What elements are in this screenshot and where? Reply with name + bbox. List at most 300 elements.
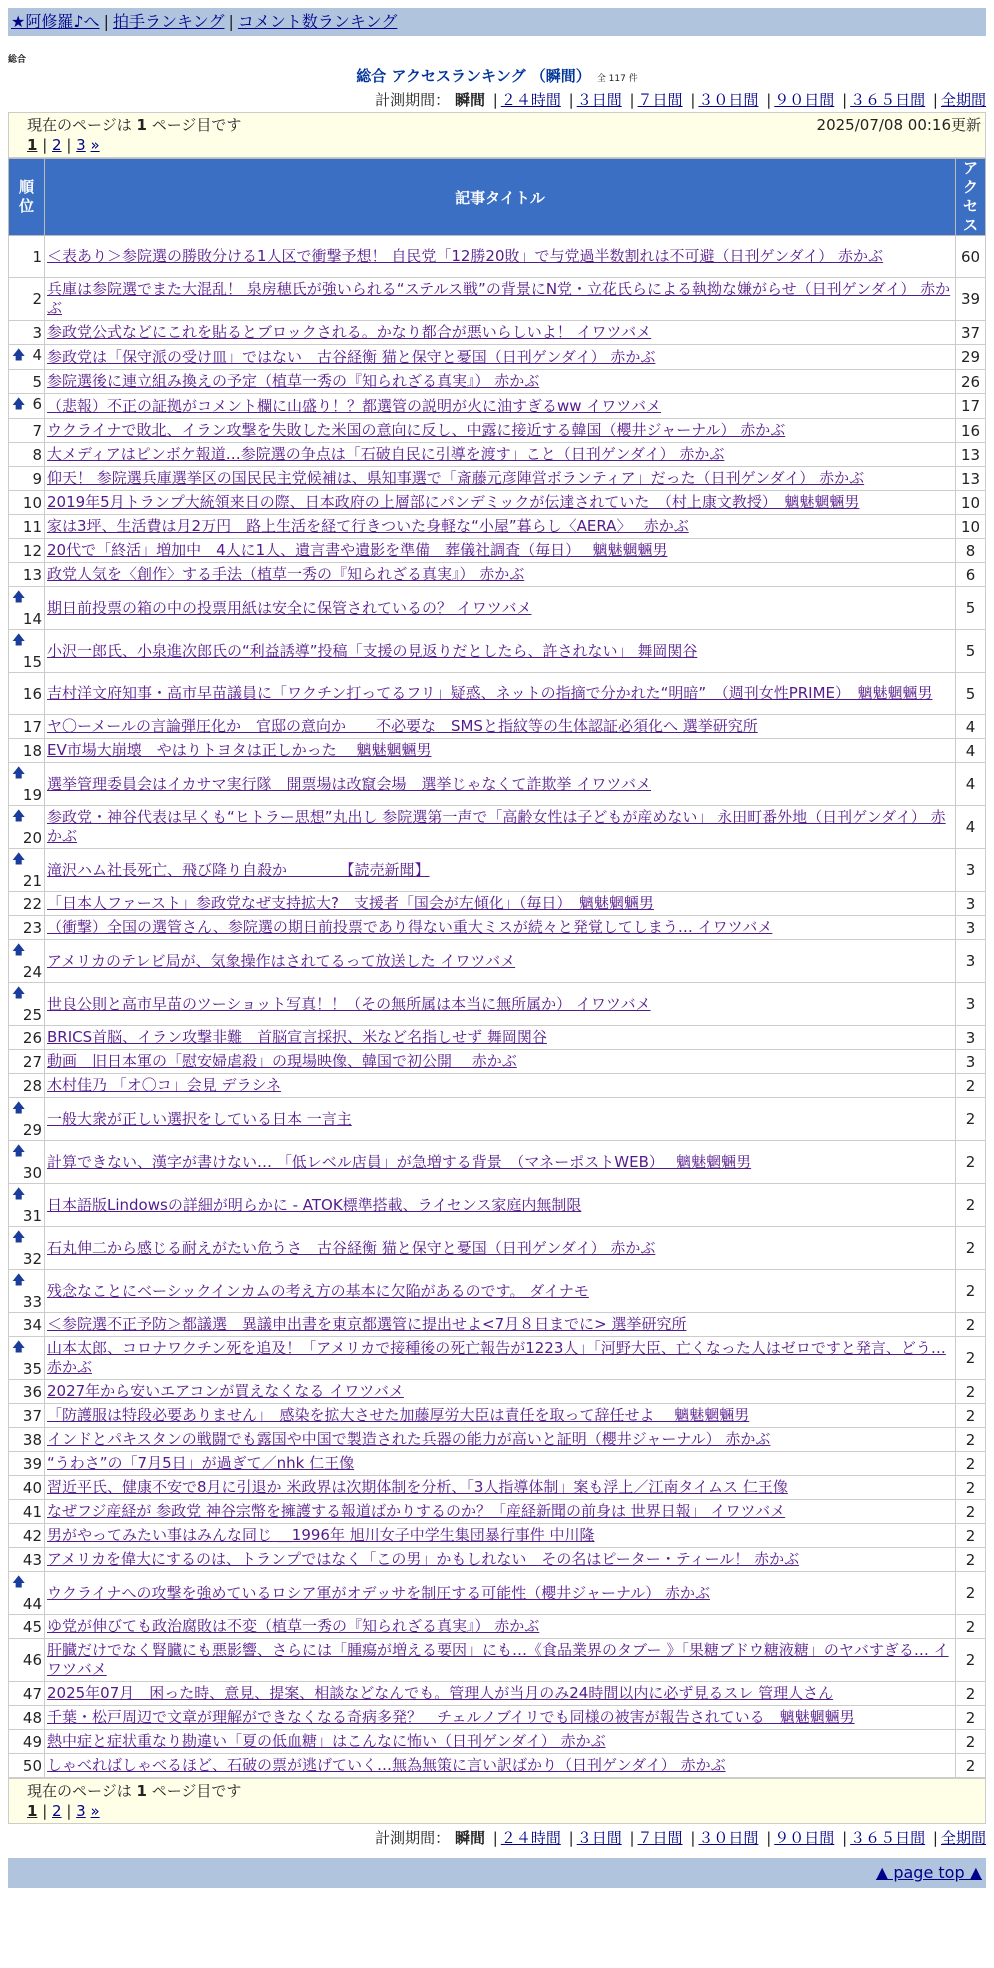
title-cell	[45, 1706, 956, 1730]
header-access: アクセス	[956, 159, 986, 236]
rank-number: 44	[22, 1595, 42, 1613]
rank-number: 46	[22, 1651, 42, 1669]
access-count: 2	[956, 1476, 986, 1500]
updated-time: 2025/07/08 00:16更新	[816, 116, 981, 134]
table-row	[9, 1524, 986, 1548]
table-row	[9, 1639, 986, 1682]
rank-number: 32	[22, 1250, 42, 1268]
access-count: 3	[956, 940, 986, 983]
rank-cell	[9, 1615, 45, 1639]
title-cell	[45, 563, 956, 587]
rank-cell	[9, 715, 45, 739]
pager-bottom: 現在のページは 1 ページ目です 1 | 2 | 3 »	[8, 1778, 986, 1824]
access-count: 4	[956, 806, 986, 849]
period-link-3d-bottom[interactable]: ３日間	[576, 1829, 622, 1847]
rank-number: 49	[22, 1732, 42, 1751]
rank-cell	[9, 467, 45, 491]
access-count: 37	[956, 321, 986, 345]
article-link[interactable]: ウクライナへの攻撃を強めているロシア軍がオデッサを制圧する可能性（櫻井ジャーナル） 赤かぶ	[47, 1583, 710, 1602]
article-link[interactable]: “うわさ”の「7月5日」が過ぎて／nhk 仁王像	[47, 1454, 355, 1472]
article-link[interactable]: 残念なことにベーシックインカムの考え方の基本に欠陥があるのです。 ダイナモ	[47, 1281, 589, 1300]
current-page-info-bottom: 現在のページは 1 ページ目です	[27, 1782, 242, 1800]
rank-cell	[9, 539, 45, 563]
access-count: 2	[956, 1337, 986, 1380]
up-arrow-icon: 🡅	[12, 633, 26, 648]
rank-cell	[9, 321, 45, 345]
table-row	[9, 1548, 986, 1572]
clap-ranking-link[interactable]: 拍手ランキング	[112, 12, 225, 31]
rank-cell	[9, 673, 45, 715]
period-link-90d[interactable]: ９０日間	[774, 91, 835, 109]
table-row	[9, 1754, 986, 1778]
rank-cell	[9, 443, 45, 467]
access-count: 2	[956, 1524, 986, 1548]
access-count: 3	[956, 892, 986, 916]
article-link[interactable]: アメリカを偉大にするのは、トランプではなく「この男」かもしれない その名はピーター・ティール！ 赤かぶ	[47, 1550, 800, 1568]
title-cell	[45, 849, 956, 892]
rank-number: 43	[22, 1550, 42, 1569]
rank-cell	[9, 1380, 45, 1404]
up-arrow-icon: 🡅	[12, 766, 26, 781]
article-link[interactable]: 参政党は「保守派の受け皿」ではない 古谷経衡 猫と保守と憂国（日刊ゲンダイ） 赤かぶ	[47, 347, 656, 366]
rank-number: 30	[22, 1164, 42, 1182]
article-link[interactable]: 家は3坪、生活費は月2万円 路上生活を経て行きついた身軽な“小屋”暮らし〈AERA〉 赤かぶ	[47, 517, 689, 535]
header-title: 記事タイトル	[45, 159, 956, 236]
rank-number: 31	[22, 1207, 42, 1225]
period-link-24h-bottom[interactable]: ２４時間	[500, 1829, 561, 1847]
access-count: 2	[956, 1184, 986, 1227]
rank-cell	[9, 1074, 45, 1098]
access-count: 4	[956, 739, 986, 763]
current-page-info: 現在のページは 1 ページ目です	[27, 116, 242, 134]
table-row	[9, 1682, 986, 1706]
access-count: 5	[956, 587, 986, 630]
rank-number: 23	[22, 918, 42, 937]
table-row	[9, 1313, 986, 1337]
table-row	[9, 1428, 986, 1452]
rank-cell	[9, 1548, 45, 1572]
period-link-all-bottom[interactable]: 全期間	[940, 1829, 986, 1847]
article-link[interactable]: 2027年から安いエアコンが買えなくなる イワツバメ	[47, 1382, 404, 1400]
access-count: 13	[956, 467, 986, 491]
access-count: 6	[956, 563, 986, 587]
access-count: 3	[956, 1050, 986, 1074]
page-2-link-bottom[interactable]: 2	[52, 1802, 62, 1820]
title-cell	[45, 630, 956, 673]
rank-number: 18	[22, 741, 42, 760]
table-row	[9, 1270, 986, 1313]
comment-ranking-link[interactable]: コメント数ランキング	[237, 12, 398, 31]
title-cell	[45, 892, 956, 916]
title-cell	[45, 1141, 956, 1184]
article-link[interactable]: ゆ党が伸びても政治腐敗は不変（植草一秀の『知られざる真実』） 赤かぶ	[47, 1617, 540, 1635]
article-link[interactable]: 20代で「終活」増加中 4人に1人、遺言書や遺影を準備 葬儀社調査（毎日） 魑魅魍魎男	[47, 541, 668, 559]
title-cell	[45, 419, 956, 443]
page-1-current-bottom: 1	[27, 1802, 38, 1820]
table-row	[9, 419, 986, 443]
rank-number: 34	[22, 1315, 42, 1334]
access-count: 17	[956, 394, 986, 419]
table-row	[9, 1452, 986, 1476]
period-link-365d[interactable]: ３６５日間	[850, 91, 926, 109]
article-link[interactable]: 千葉・松戸周辺で文章が理解ができなくなる奇病多発？ チェルノブイリでも同様の被害が報告されている 魑魅魍魎男	[47, 1708, 855, 1726]
article-link[interactable]: 世良公則と高市早苗のツーショット写真！！（その無所属は本当に無所属か） イワツバメ	[47, 994, 651, 1013]
article-link[interactable]: 吉村洋文府知事・高市早苗議員に「ワクチン打ってるフリ」疑惑、ネットの指摘で分かれた“明暗” （週刊女性PRIME） 魑魅魍魎男	[47, 684, 933, 702]
table-row	[9, 916, 986, 940]
rank-cell	[9, 419, 45, 443]
rank-number: 47	[22, 1684, 42, 1703]
up-arrow-icon: 🡅	[12, 1273, 26, 1288]
rank-number: 37	[22, 1406, 42, 1425]
rank-number: 24	[22, 963, 42, 981]
table-row	[9, 763, 986, 806]
title-cell	[45, 443, 956, 467]
rank-cell	[9, 916, 45, 940]
title-cell	[45, 1098, 956, 1141]
rank-number: 5	[32, 372, 42, 391]
title-cell	[45, 587, 956, 630]
rank-cell	[9, 1098, 45, 1141]
article-link[interactable]: 木村佳乃 「オ〇コ」会見 デラシネ	[47, 1076, 282, 1094]
article-link[interactable]: 選挙管理委員会はイカサマ実行隊 開票場は改竄会場 選挙じゃなくて詐欺挙 イワツバメ	[47, 774, 652, 793]
article-link[interactable]: 仰天！ 参院選兵庫選挙区の国民民主党候補は、県知事選で「斎藤元彦陣営ボランティア」だった（日刊ゲンダイ） 赤かぶ	[47, 469, 865, 487]
rank-cell	[9, 1452, 45, 1476]
rank-cell	[9, 515, 45, 539]
period-link-7d[interactable]: ７日間	[637, 91, 683, 109]
title-cell	[45, 1476, 956, 1500]
title-cell	[45, 1500, 956, 1524]
rank-number: 17	[22, 717, 42, 736]
rank-cell	[9, 763, 45, 806]
title-cell	[45, 467, 956, 491]
rank-cell	[9, 1754, 45, 1778]
pager-top: 現在のページは 1 ページ目です 2025/07/08 00:16更新 1 | 2 | 3 »	[8, 112, 986, 158]
title-cell	[45, 940, 956, 983]
rank-cell	[9, 587, 45, 630]
article-link[interactable]: 参院選後に連立組み換えの予定（植草一秀の『知られざる真実』） 赤かぶ	[47, 372, 540, 390]
rank-cell	[9, 345, 45, 370]
page-top-link[interactable]: ▲ page top ▲	[875, 1863, 982, 1882]
up-arrow-icon: 🡅	[12, 1575, 26, 1590]
up-arrow-icon: 🡅	[12, 943, 26, 958]
rank-number: 6	[32, 395, 42, 413]
ranking-title-text: 総合 アクセスランキング （瞬間）	[356, 67, 591, 85]
top-nav	[8, 8, 986, 36]
rank-number: 35	[22, 1360, 42, 1378]
period-link-24h[interactable]: ２４時間	[500, 91, 561, 109]
table-row	[9, 278, 986, 321]
rank-cell	[9, 1730, 45, 1754]
rank-cell	[9, 563, 45, 587]
rank-number: 7	[32, 421, 42, 440]
title-cell	[45, 1074, 956, 1098]
header-rank: 順位	[9, 159, 45, 236]
table-row	[9, 1615, 986, 1639]
title-cell	[45, 1754, 956, 1778]
title-cell	[45, 1639, 956, 1682]
article-link[interactable]: 石丸伸二から感じる耐えがたい危うさ 古谷経衡 猫と保守と憂国（日刊ゲンダイ） 赤かぶ	[47, 1238, 656, 1257]
rank-cell	[9, 1270, 45, 1313]
table-row	[9, 630, 986, 673]
rank-number: 20	[22, 829, 42, 847]
title-cell	[45, 321, 956, 345]
article-link[interactable]: ＜表あり＞参院選の勝敗分ける1人区で衝撃予想！ 自民党「12勝20敗」で与党過半数割れは不可避（日刊ゲンダイ） 赤かぶ	[47, 247, 884, 265]
up-arrow-icon: 🡅	[12, 1144, 26, 1159]
article-link[interactable]: 一般大衆が正しい選択をしている日本 一言主	[47, 1109, 352, 1128]
access-count: 2	[956, 1615, 986, 1639]
table-row	[9, 1141, 986, 1184]
rank-number: 12	[22, 541, 42, 560]
rank-cell	[9, 630, 45, 673]
access-count: 2	[956, 1404, 986, 1428]
ranking-title	[8, 66, 986, 86]
nav-separator: |	[228, 12, 234, 31]
title-cell	[45, 1572, 956, 1615]
article-link[interactable]: ＜参院選不正予防＞都議選 異議申出書を東京都選管に提出せよ<7月８日までに> 選挙研究所	[47, 1315, 687, 1333]
rank-cell	[9, 278, 45, 321]
title-cell	[45, 1184, 956, 1227]
article-link[interactable]: 兵庫は参院選でまた大混乱！ 泉房穂氏が強いられる“ステルス戦”の背景にN党・立花氏らによる執拗な嫌がらせ（日刊ゲンダイ） 赤かぶ	[47, 280, 951, 317]
title-cell	[45, 345, 956, 370]
period-link-all[interactable]: 全期間	[940, 91, 986, 109]
access-count: 29	[956, 345, 986, 370]
title-cell	[45, 515, 956, 539]
rank-number: 50	[22, 1756, 42, 1775]
article-link[interactable]: 男がやってみたい事はみんな同じ ＿1996年 旭川女子中学生集団暴行事件 中川隆	[47, 1526, 595, 1544]
rank-cell	[9, 739, 45, 763]
rank-number: 21	[22, 872, 42, 890]
home-link[interactable]: ★阿修羅♪へ	[11, 12, 100, 31]
rank-cell	[9, 1500, 45, 1524]
rank-cell	[9, 1184, 45, 1227]
rank-cell	[9, 1572, 45, 1615]
access-count: 2	[956, 1227, 986, 1270]
title-cell	[45, 370, 956, 394]
title-cell	[45, 1615, 956, 1639]
access-count: 26	[956, 370, 986, 394]
period-selector-bottom: 計測期間： 瞬間 | ２４時間 | ３日間 | ７日間 | ３０日間 | ９０日間 | ３６５日間 | 全期間	[375, 1829, 986, 1847]
table-row	[9, 1184, 986, 1227]
access-count: 2	[956, 1452, 986, 1476]
period-selector-top: 計測期間： 瞬間 | ２４時間 | ３日間 | ７日間 | ３０日間 | ９０日間 | ３６５日間 | 全期間	[375, 91, 986, 109]
table-row	[9, 467, 986, 491]
nav-separator: |	[103, 12, 109, 31]
access-count: 2	[956, 1500, 986, 1524]
article-link[interactable]: なぜフジ産経が 参政党 神谷宗幣を擁護する報道ばかりするのか？「産経新聞の前身は 世界日報」 イワツバメ	[47, 1502, 786, 1520]
access-count: 2	[956, 1313, 986, 1337]
article-link[interactable]: 肝臓だけでなく腎臓にも悪影響、さらには「腫瘍が増える要因」にも…《食品業界のタブー 》「果糖ブドウ糖液糖」のヤバすぎる… イワツバメ	[47, 1641, 949, 1678]
rank-cell	[9, 1313, 45, 1337]
title-cell	[45, 1404, 956, 1428]
rank-number: 9	[32, 469, 42, 488]
table-row	[9, 1404, 986, 1428]
table-row	[9, 491, 986, 515]
rank-number: 40	[22, 1478, 42, 1497]
page-3-link[interactable]: 3	[76, 136, 86, 154]
title-cell	[45, 1227, 956, 1270]
article-link[interactable]: 政党人気を〈創作〉する手法（植草一秀の『知られざる真実』） 赤かぶ	[47, 565, 525, 583]
table-row	[9, 1476, 986, 1500]
title-cell	[45, 715, 956, 739]
article-link[interactable]: 熱中症と症状重なり勘違い「夏の低血糖」はこんなに怖い（日刊ゲンダイ） 赤かぶ	[47, 1732, 606, 1750]
access-count: 5	[956, 673, 986, 715]
rank-cell	[9, 940, 45, 983]
rank-number: 39	[22, 1454, 42, 1473]
article-link[interactable]: 「日本人ファースト」参政党なぜ支持拡大? 支援者「国会が左傾化」（毎日） 魑魅魍魎男	[47, 894, 654, 912]
period-link-3d[interactable]: ３日間	[576, 91, 622, 109]
table-row	[9, 539, 986, 563]
access-count: 2	[956, 1141, 986, 1184]
table-row	[9, 587, 986, 630]
ranking-rows	[9, 236, 986, 1778]
table-row	[9, 563, 986, 587]
access-count: 2	[956, 1074, 986, 1098]
rank-cell	[9, 1639, 45, 1682]
title-cell	[45, 673, 956, 715]
article-link[interactable]: （悲報）不正の証拠がコメント欄に山盛り！？都選管の説明が火に油すぎるww イワツバメ	[47, 396, 662, 415]
up-arrow-icon: 🡅	[12, 1187, 26, 1202]
title-cell	[45, 1452, 956, 1476]
article-link[interactable]: ウクライナで敗北、イラン攻撃を失敗した米国の意向に反し、中露に接近する韓国（櫻井ジャーナル） 赤かぶ	[47, 421, 786, 439]
access-count: 2	[956, 1730, 986, 1754]
next-page-link-bottom[interactable]: »	[90, 1802, 100, 1820]
access-count: 2	[956, 1270, 986, 1313]
rank-number: 33	[22, 1293, 42, 1311]
article-link[interactable]: ヤ〇ーメールの言論弾圧化か 官邸の意向か 不必要な SMSと指紋等の生体認証必須化へ 選挙研究所	[47, 717, 758, 735]
rank-number: 16	[22, 684, 42, 703]
category-label: 総合	[8, 55, 27, 65]
rank-cell	[9, 892, 45, 916]
rank-number: 41	[22, 1502, 42, 1521]
rank-number: 15	[22, 653, 42, 671]
rank-number: 19	[22, 786, 42, 804]
article-link[interactable]: EV市場大崩壊 やはりトヨタは正しかった 魑魅魍魎男	[47, 741, 432, 759]
up-arrow-icon: 🡅	[12, 1230, 26, 1245]
title-cell	[45, 539, 956, 563]
rank-number: 38	[22, 1430, 42, 1449]
period-link-30d[interactable]: ３０日間	[698, 91, 759, 109]
article-link[interactable]: 期日前投票の箱の中の投票用紙は安全に保管されているの？ イワツバメ	[47, 598, 532, 617]
rank-number: 1	[32, 247, 42, 266]
article-link[interactable]: 参政党・神谷代表は早くも“ヒトラー思想”丸出し 参院選第一声で「高齢女性は子どもが産めない」 永田町番外地（日刊ゲンダイ） 赤かぶ	[47, 808, 946, 845]
rank-cell	[9, 491, 45, 515]
article-link[interactable]: 参政党公式などにこれを貼るとブロックされる。かなり都合が悪いらしいよ！ イワツバメ	[47, 323, 652, 341]
rank-number: 48	[22, 1708, 42, 1727]
page-2-link[interactable]: 2	[52, 136, 62, 154]
rank-number: 2	[32, 290, 42, 308]
access-count: 2	[956, 1098, 986, 1141]
article-link[interactable]: 2019年5月トランプ大統領来日の際、日本政府の上層部にパンデミックが伝達されていた （村上康文教授） 魑魅魍魎男	[47, 493, 860, 511]
rank-cell	[9, 1026, 45, 1050]
access-count: 2	[956, 1639, 986, 1682]
access-count: 13	[956, 443, 986, 467]
rank-number: 26	[22, 1028, 42, 1047]
access-count: 3	[956, 849, 986, 892]
table-row	[9, 1050, 986, 1074]
period-link-365d-bottom[interactable]: ３６５日間	[850, 1829, 926, 1847]
access-count: 8	[956, 539, 986, 563]
up-arrow-icon: 🡅	[12, 1340, 26, 1355]
rank-number: 36	[22, 1382, 42, 1401]
rank-cell	[9, 236, 45, 278]
article-link[interactable]: 小沢一郎氏、小泉進次郎氏の“利益誘導”投稿「支援の見返りだとしたら、許されない」 舞岡関谷	[47, 641, 698, 660]
rank-number: 28	[22, 1076, 42, 1095]
article-link[interactable]: 習近平氏、健康不安で8月に引退か 米政界は次期体制を分析、「3人指導体制」案も浮上／江南タイムス 仁王像	[47, 1478, 788, 1496]
item-count: 全 117 件	[596, 74, 638, 84]
rank-number: 45	[22, 1617, 42, 1636]
rank-cell	[9, 1682, 45, 1706]
title-cell	[45, 983, 956, 1026]
article-link[interactable]: 動画 旧日本軍の「慰安婦虐殺」の現場映像、韓国で初公開 赤かぶ	[47, 1052, 517, 1070]
page-3-link-bottom[interactable]: 3	[76, 1802, 86, 1820]
rank-number: 3	[32, 323, 42, 342]
article-link[interactable]: 「防護服は特段必要ありません」 感染を拡大させた加藤厚労大臣は責任を取って辞任せよ 魑魅魍魎男	[47, 1406, 750, 1424]
table-row	[9, 1730, 986, 1754]
rank-cell	[9, 849, 45, 892]
period-current: 瞬間	[454, 91, 485, 109]
article-link[interactable]: 大メディアはピンボケ報道…参院選の争点は「石破自民に引導を渡す」こと（日刊ゲンダイ） 赤かぶ	[47, 445, 725, 463]
access-count: 2	[956, 1706, 986, 1730]
rank-cell	[9, 1476, 45, 1500]
access-count: 60	[956, 236, 986, 278]
rank-cell	[9, 983, 45, 1026]
access-count: 2	[956, 1754, 986, 1778]
article-link[interactable]: インドとパキスタンの戦闘でも露国や中国で製造された兵器の能力が高いと証明（櫻井ジャーナル） 赤かぶ	[47, 1430, 771, 1448]
article-link[interactable]: しゃべればしゃべるほど、石破の票が逃げていく…無為無策に言い訳ばかり（日刊ゲンダイ） 赤かぶ	[47, 1756, 726, 1774]
period-link-90d-bottom[interactable]: ９０日間	[774, 1829, 835, 1847]
period-link-7d-bottom[interactable]: ７日間	[637, 1829, 683, 1847]
rank-number: 13	[22, 565, 42, 584]
table-row	[9, 443, 986, 467]
rank-cell	[9, 1141, 45, 1184]
article-link[interactable]: BRICS首脳、イラン攻撃非難 首脳宣言採択、米など名指しせず 舞岡関谷	[47, 1028, 547, 1046]
title-cell	[45, 394, 956, 419]
title-cell	[45, 1682, 956, 1706]
rank-number: 10	[22, 493, 42, 512]
rank-cell	[9, 1706, 45, 1730]
access-count: 2	[956, 1548, 986, 1572]
article-link[interactable]: （衝撃）全国の選管さん、参院選の期日前投票であり得ない重大ミスが続々と発覚してしまう… イワツバメ	[47, 918, 773, 936]
article-link[interactable]: 計算できない、漢字が書けない… 「低レベル店員」が急増する背景 （マネーポストWEB） 魑魅魍魎男	[47, 1152, 752, 1171]
next-page-link[interactable]: »	[90, 136, 100, 154]
rank-number: 22	[22, 894, 42, 913]
period-link-30d-bottom[interactable]: ３０日間	[698, 1829, 759, 1847]
access-count: 16	[956, 419, 986, 443]
footer-bar	[8, 1858, 986, 1888]
rank-cell	[9, 1428, 45, 1452]
table-row	[9, 1706, 986, 1730]
rank-number: 27	[22, 1052, 42, 1071]
article-link[interactable]: 滝沢ハム社長死亡、飛び降り自殺か 【読売新聞】	[47, 860, 430, 879]
title-cell	[45, 1026, 956, 1050]
table-row	[9, 940, 986, 983]
article-link[interactable]: アメリカのテレビ局が、気象操作はされてるって放送した イワツバメ	[47, 951, 516, 970]
table-row	[9, 849, 986, 892]
rank-cell	[9, 806, 45, 849]
table-row	[9, 1337, 986, 1380]
article-link[interactable]: 日本語版Lindowsの詳細が明らかに - ATOK標準搭載、ライセンス家庭内無制限	[47, 1195, 582, 1214]
rank-number: 29	[22, 1121, 42, 1139]
access-count: 10	[956, 491, 986, 515]
up-arrow-icon: 🡅	[12, 986, 26, 1001]
access-count: 39	[956, 278, 986, 321]
article-link[interactable]: 2025年07月 困った時、意見、提案、相談などなんでも。管理人が当月のみ24時間以内に必ず見るスレ 管理人さん	[47, 1684, 834, 1702]
rank-cell	[9, 1524, 45, 1548]
table-row	[9, 394, 986, 419]
table-row	[9, 1074, 986, 1098]
article-link[interactable]: 山本太郎、コロナワクチン死を追及！「アメリカで接種後の死亡報告が1223人」「河野大臣、亡くなった人はゼロですと発言、どう… 赤かぶ	[47, 1339, 946, 1376]
rank-number: 25	[22, 1006, 42, 1024]
